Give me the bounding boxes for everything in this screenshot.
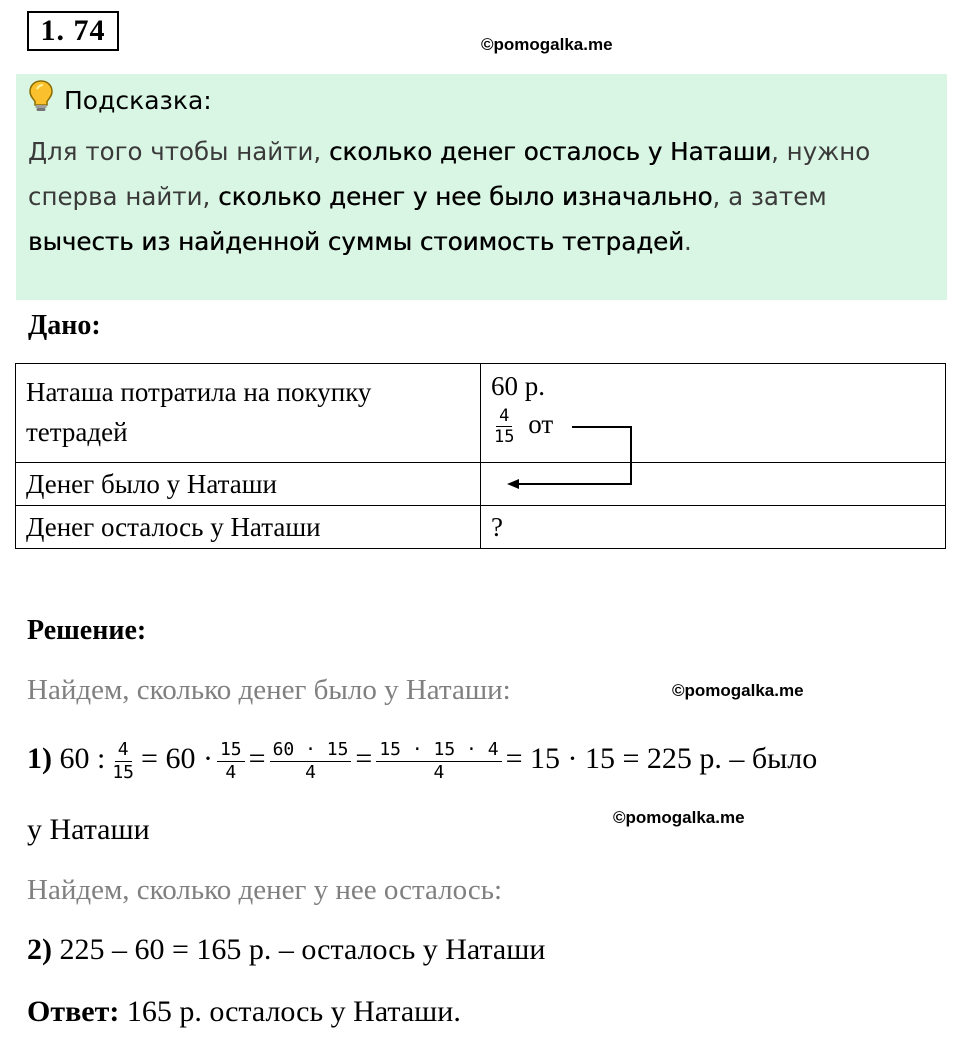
watermark: ©pomogalka.me <box>613 808 745 827</box>
solution-heading: Решение: <box>27 615 147 646</box>
step2-line: 2) 225 – 60 = 165 р. – осталось у Наташи <box>27 933 546 966</box>
given-heading: Дано: <box>28 310 101 341</box>
hint-emphasis: вычесть из найденной суммы стоимость тетрадей <box>28 227 685 256</box>
given-label: Денег было у Наташи <box>16 463 481 506</box>
fraction: $\frac{15}{4}$ <box>217 739 245 784</box>
step1-intro: Найдем, сколько денег было у Наташи: <box>27 674 511 706</box>
answer-line <box>27 990 461 1034</box>
hint-text: Для того чтобы найти, сколько денег осталось у Наташи, нужно сперва найти, сколько денег у нее было изначально, а затем вычесть из найденной суммы стоимость тетрадей. <box>28 137 871 256</box>
answer-text: 165 р. осталось у Наташи. <box>126 995 461 1028</box>
fraction: $\frac{15 \cdot 15 \cdot 4}{4}$ <box>376 739 501 784</box>
given-value: ? <box>481 506 946 549</box>
fraction: $\frac{4}{15}$ <box>494 406 515 448</box>
given-value: 60 р. $\frac{4}{15}$ от <box>481 364 946 463</box>
fraction: $\frac{60 \cdot 15}{4}$ <box>270 739 352 784</box>
problem-number: 1. 74 <box>27 11 119 51</box>
hint-emphasis: сколько денег у нее было изначально <box>218 182 713 211</box>
hint-emphasis: сколько денег осталось у Наташи <box>328 137 772 166</box>
watermark: ©pomogalka.me <box>481 35 613 54</box>
step1-line: 1) 60 : $\frac{4}{15}$ = 60 · $\frac{15}{4}$ = $\frac{60 \cdot 15}{4}$ = $\frac{15 \cdot 15 \cdot 4}{4}$ = 15 · 15 = 225 р. – было <box>27 738 818 783</box>
step2-intro: Найдем, сколько денег у нее осталось: <box>27 874 503 906</box>
answer-label: Ответ: <box>27 995 120 1028</box>
hint-title: Подсказка: <box>64 86 212 115</box>
step1-continuation: у Наташи <box>27 813 150 846</box>
fraction: $\frac{4}{15}$ <box>112 738 135 783</box>
given-label: Наташа потратила на покупку тетрадей <box>16 364 481 463</box>
watermark: ©pomogalka.me <box>672 681 804 700</box>
given-label: Денег осталось у Наташи <box>16 506 481 549</box>
